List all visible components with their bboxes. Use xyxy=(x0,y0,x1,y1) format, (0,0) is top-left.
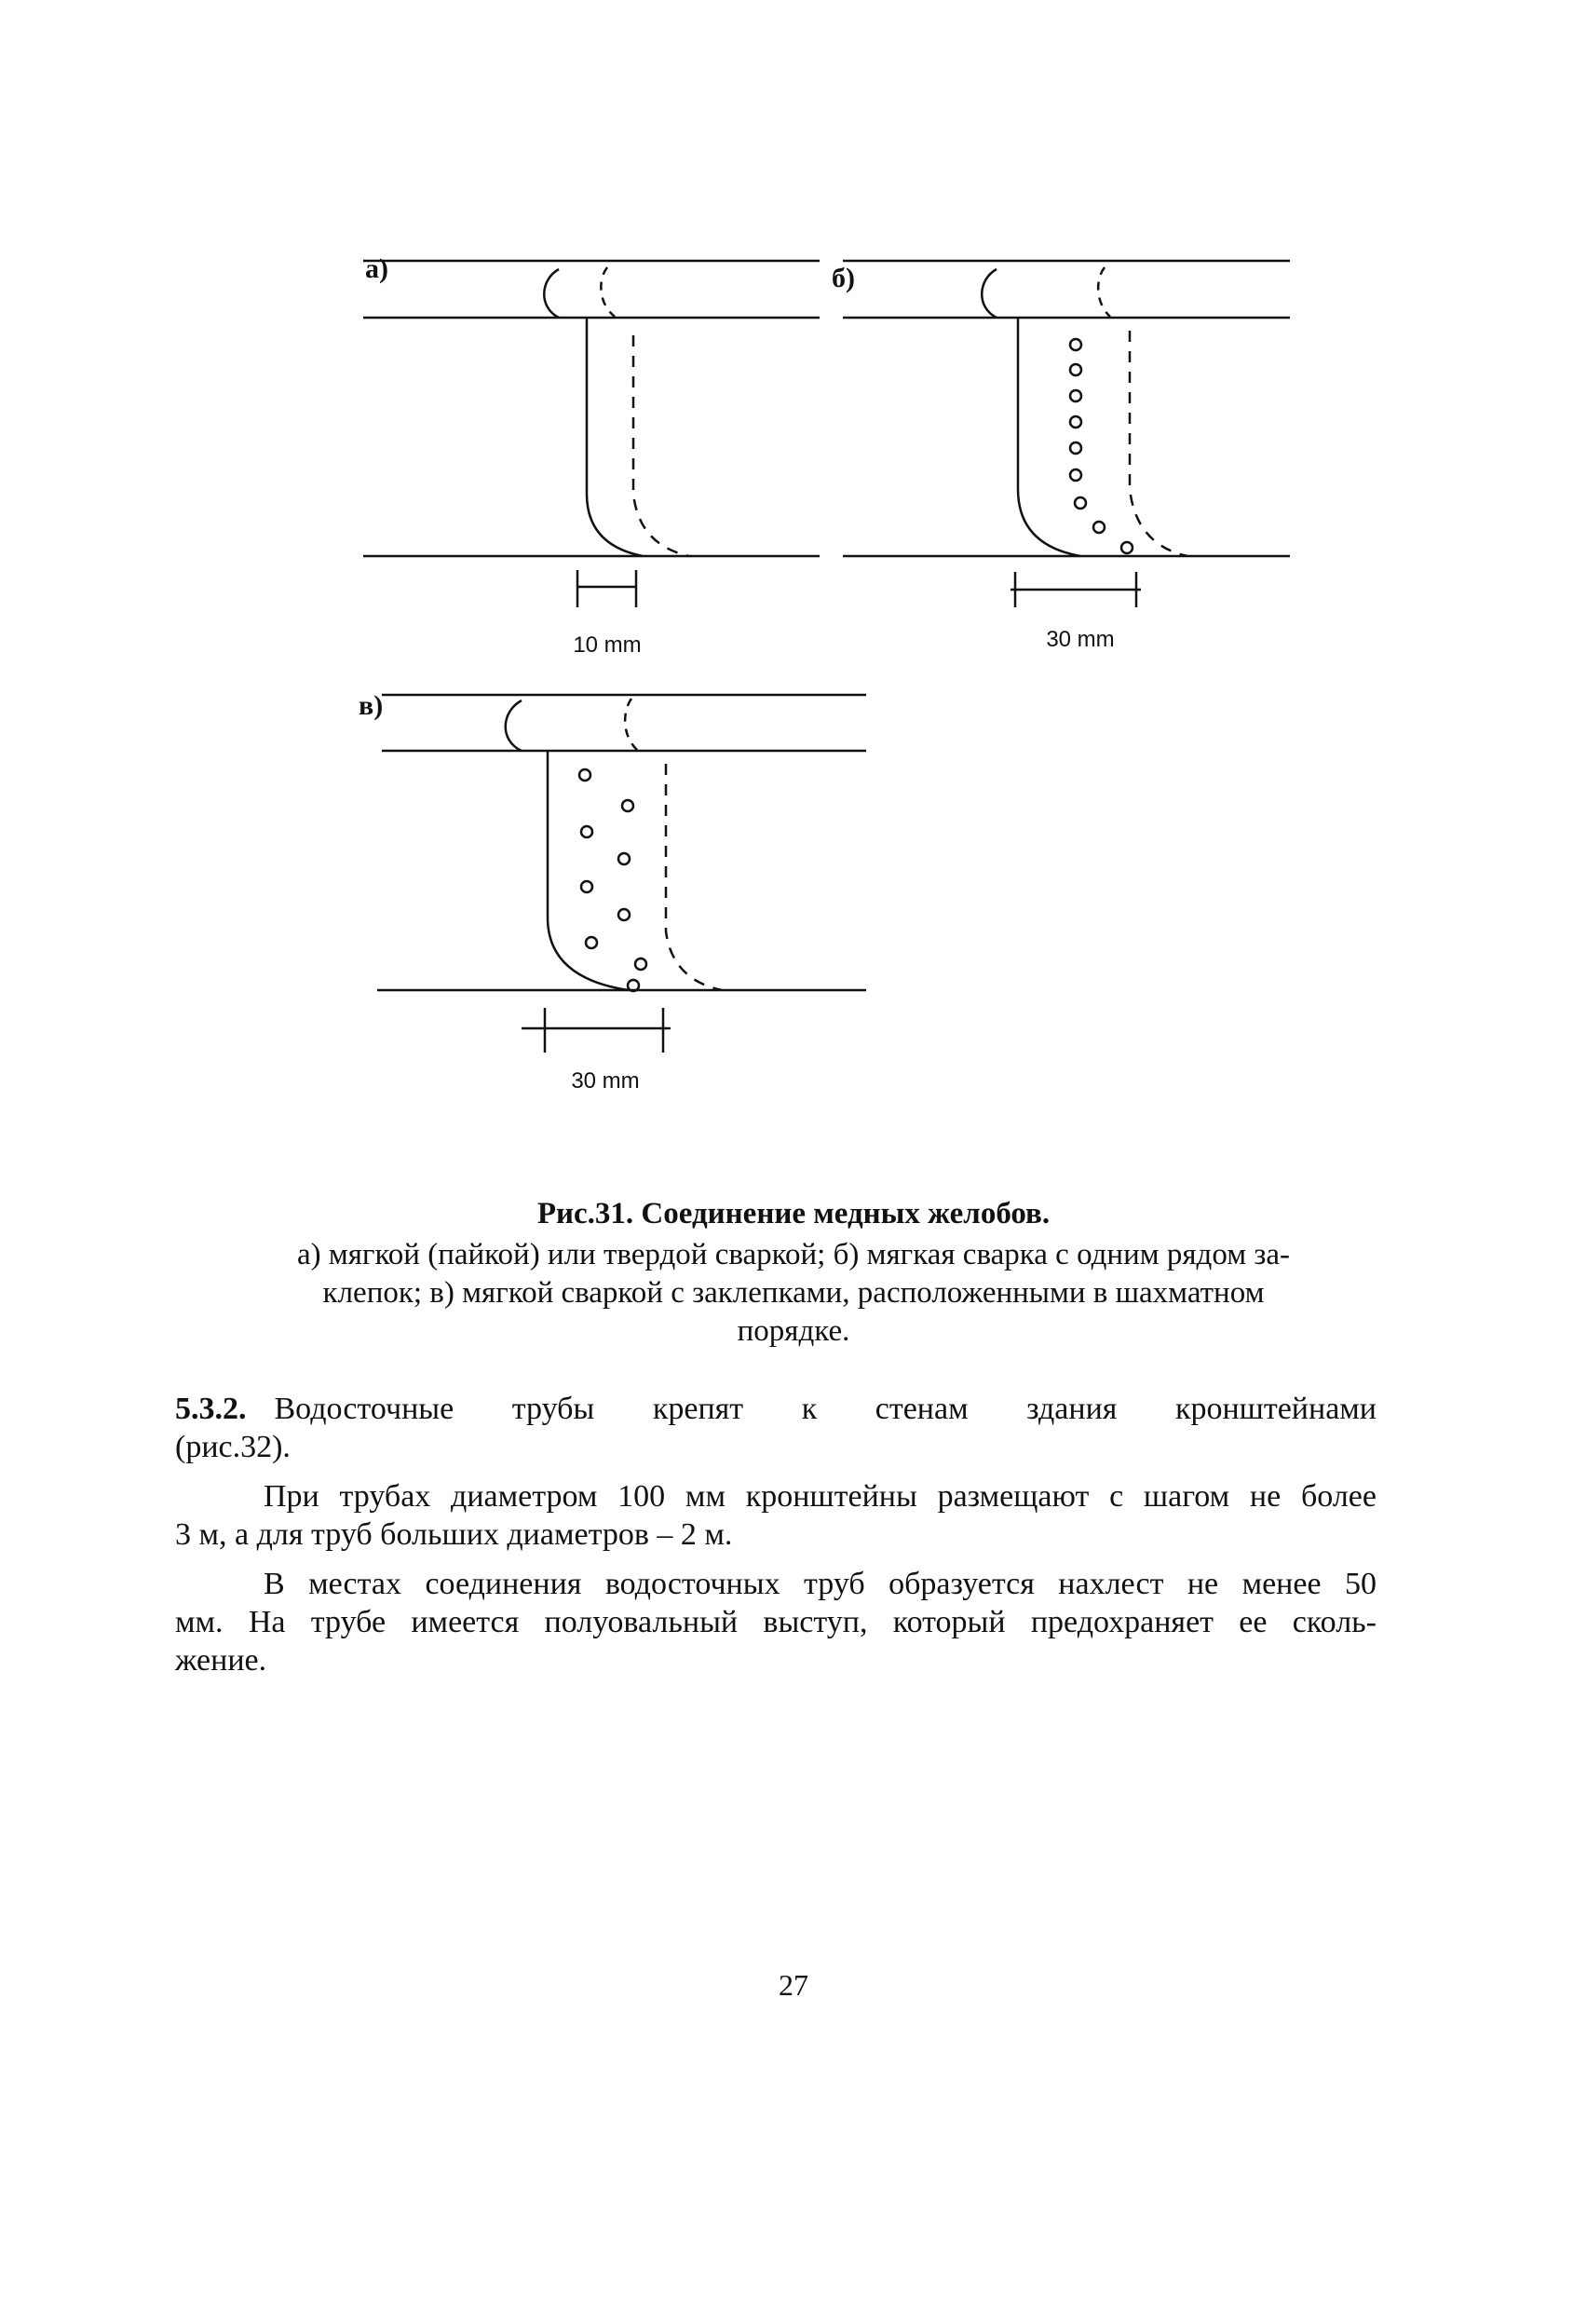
panel-b-label: б) xyxy=(832,263,855,293)
section-number: 5.3.2. xyxy=(175,1392,247,1426)
paragraph-bracket-spacing xyxy=(175,1477,1377,1554)
paragraph-line: (рис.32). xyxy=(175,1430,291,1464)
figure-caption-title: Рис.31. Соединение медных желобов. xyxy=(536,1197,1051,1230)
paragraph-line: 5.3.2. Водосточные трубы крепят к стенам здания кронштейнами xyxy=(175,1392,1377,1426)
paragraph-line: жение. xyxy=(175,1643,267,1678)
figure-caption-line: порядке. xyxy=(737,1314,850,1348)
staggered-rivets xyxy=(579,769,646,991)
panel-a-drawing xyxy=(363,261,820,607)
paragraph-line: При трубах диаметром 100 мм кронштейны размещают с шагом не более xyxy=(264,1479,1377,1514)
panel-a-dimension: 10 mm xyxy=(573,632,642,658)
paragraph-brackets xyxy=(175,1390,1377,1466)
paragraph-line: мм. На трубе имеется полуовальный выступ, который предохраняет ее сколь- xyxy=(175,1605,1377,1639)
figure-caption-line: клепок; в) мягкой сваркой с заклепками, расположенными в шахматном xyxy=(322,1276,1265,1310)
page-number: 27 xyxy=(779,1968,808,2002)
panel-v-label: в) xyxy=(359,690,384,721)
figure-caption-line: а) мягкой (пайкой) или твердой сваркой; б) мягкая сварка с одним рядом за- xyxy=(296,1238,1291,1271)
panel-a-label: а) xyxy=(365,253,388,284)
paragraph-overlap xyxy=(175,1565,1377,1679)
paragraph-line: В местах соединения водосточных труб образуется нахлест не менее 50 xyxy=(264,1567,1377,1601)
panel-v-drawing xyxy=(377,695,866,1053)
panel-b-dimension: 30 mm xyxy=(1046,627,1115,652)
rivet-row xyxy=(1070,339,1133,553)
paragraph-line: 3 м, а для труб больших диаметров – 2 м. xyxy=(175,1517,733,1552)
panel-v-dimension: 30 mm xyxy=(571,1068,640,1094)
panel-b-drawing xyxy=(843,261,1290,607)
